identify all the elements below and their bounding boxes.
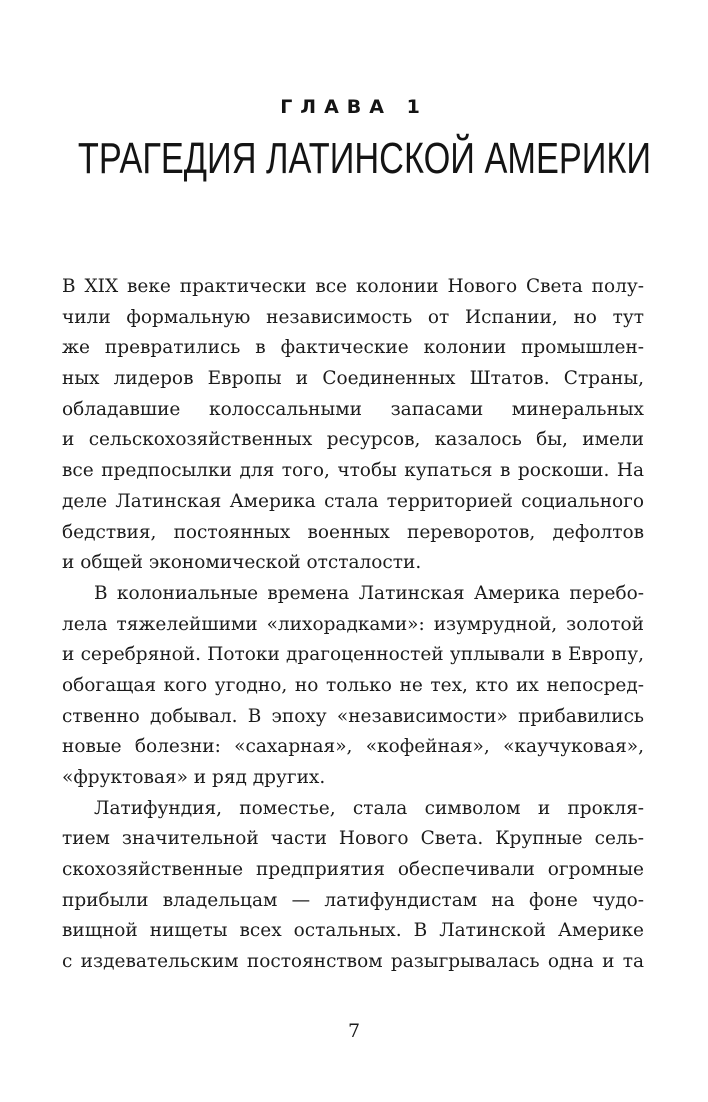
- paragraph-3-line: Латифундия, поместье, стала символом и прокля-: [94, 797, 644, 819]
- page-number: 7: [347, 1020, 361, 1042]
- paragraph-2-line: обогащая кого угодно, но только не тех, кто их непосред-: [62, 674, 644, 696]
- paragraph-1-line: же превратились в фактические колонии промышлен-: [62, 337, 644, 359]
- paragraph-1-line: ных лидеров Европы и Соединенных Штатов. Страны,: [62, 368, 644, 390]
- paragraph-1-line: и сельскохозяйственных ресурсов, казалось бы, имели: [62, 429, 644, 451]
- paragraph-1-line: все предпосылки для того, чтобы купаться в роскоши. На: [62, 460, 644, 482]
- chapter-label: ГЛАВА 1: [280, 96, 428, 118]
- paragraph-1-line: чили формальную независимость от Испании, но тут: [62, 306, 644, 328]
- paragraph-3-line: вищной нищеты всех остальных. В Латинской Америке: [62, 920, 644, 942]
- paragraph-1-line: деле Латинская Америка стала территорией социального: [62, 490, 644, 512]
- paragraph-3-line: тием значительной части Нового Света. Крупные сель-: [62, 828, 644, 850]
- paragraph-3-line: скохозяйственные предприятия обеспечивали огромные: [62, 859, 644, 881]
- paragraph-1-line: бедствия, постоянных военных переворотов, дефолтов: [62, 521, 644, 543]
- paragraph-2-line: лела тяжелейшими «лихорадками»: изумрудной, золотой: [62, 613, 644, 635]
- paragraph-2-line: В колониальные времена Латинская Америка перебо-: [94, 582, 644, 604]
- paragraph-3-line: прибыли владельцам — латифундистам на фоне чудо-: [62, 889, 644, 911]
- paragraph-2-line: новые болезни: «сахарная», «кофейная», «каучуковая»,: [62, 736, 644, 758]
- paragraph-1-line: обладавшие колоссальными запасами минеральных: [62, 398, 644, 420]
- paragraph-1-line: и общей экономической отсталости.: [62, 552, 422, 574]
- body-text: [62, 272, 644, 978]
- paragraph-2-line: и серебряной. Потоки драгоценностей уплывали в Европу,: [62, 644, 644, 666]
- paragraph-1-line: В XIX веке практически все колонии Нового Света полу-: [62, 276, 644, 297]
- chapter-title: ТРАГЕДИЯ ЛАТИНСКОЙ АМЕРИКИ: [77, 134, 652, 183]
- paragraph-2-line: «фруктовая» и ряд других.: [62, 767, 326, 788]
- paragraph-3-line: с издевательским постоянством разыгрывалась одна и та: [62, 951, 644, 973]
- paragraph-2-line: ственно добывал. В эпоху «независимости» прибавились: [62, 705, 644, 727]
